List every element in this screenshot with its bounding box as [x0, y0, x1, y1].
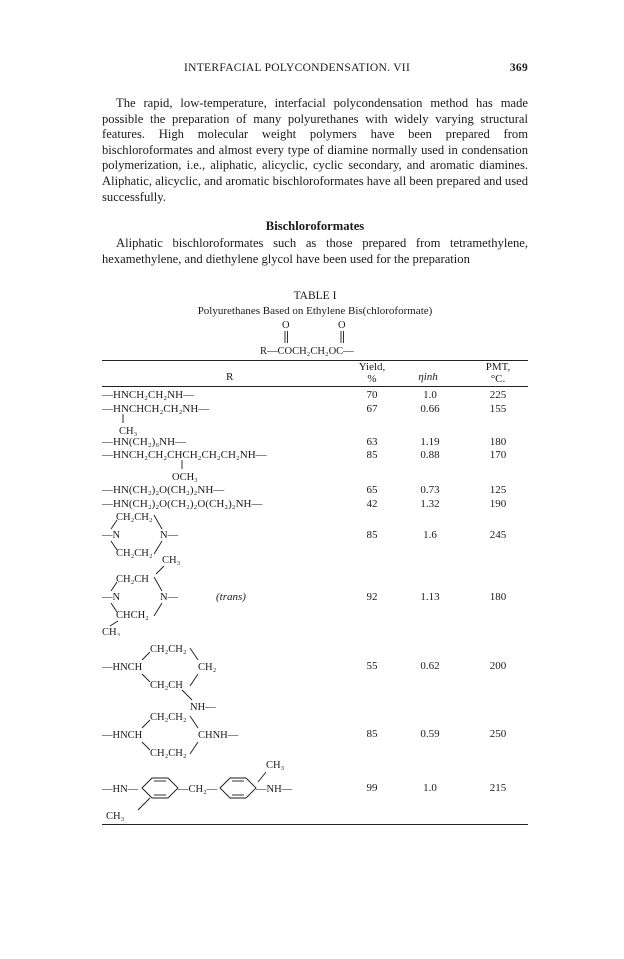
row-5-r: —HN(CH₂)₂O(CH₂)₂NH—: [102, 484, 225, 496]
formula-text: R—COCH₂CH₂OC—: [260, 346, 354, 357]
col-header-pmt: [474, 361, 522, 385]
col-header-pmt-unit: °C.: [490, 373, 506, 385]
row-6-yield: 42: [366, 498, 378, 510]
row-9-structure: [102, 640, 242, 714]
col-header-eta: ηinh: [418, 371, 438, 383]
row-6-eta: 1.32: [420, 498, 440, 510]
row-9-pmt: 200: [489, 660, 507, 672]
row-4-eta: 0.88: [420, 449, 440, 461]
row-7-left: —N: [102, 530, 121, 541]
row-8-right: N—: [160, 592, 179, 603]
paragraph-2: Aliphatic bischloroformates such as those prepared from tetramethylene, hexamethylene, and diethylene glycol have been used for the preparation: [102, 236, 528, 266]
row-11-pmt: 215: [489, 782, 507, 794]
row-2-yield: 67: [366, 403, 378, 415]
row-1-r: —HNCH₂CH₂NH—: [102, 389, 195, 401]
row-9-eta: 0.62: [420, 660, 440, 672]
col-header-pmt-label: PMT,: [485, 361, 511, 373]
formula-oxygen-left: O: [282, 320, 290, 331]
row-8-pmt: 180: [489, 591, 507, 603]
table-label: TABLE I: [293, 290, 337, 302]
row-9-yield: 55: [366, 660, 378, 672]
row-8-eta: 1.13: [420, 591, 440, 603]
row-8-bottom-methyl: CH₃: [102, 627, 121, 636]
row-2-pmt: 155: [489, 403, 507, 415]
table-top-rule: [102, 360, 528, 361]
row-4-sub-label: OCH₃: [172, 472, 198, 482]
row-11-structure: [102, 756, 332, 822]
col-header-r: R: [226, 371, 234, 383]
row-1-yield: 70: [366, 389, 378, 401]
row-10-eta: 0.59: [420, 728, 440, 740]
row-10-pmt: 250: [489, 728, 507, 740]
row-5-eta: 0.73: [420, 484, 440, 496]
row-4-pmt: 170: [489, 449, 507, 461]
row-8-structure: [102, 552, 232, 636]
row-9-right: CH₂: [198, 662, 217, 673]
row-8-bottom: CHCH₂: [116, 610, 149, 621]
table-caption: Polyurethanes Based on Ethylene Bis(chloroformate): [197, 305, 433, 317]
row-10-yield: 85: [366, 728, 378, 740]
table-formula: [240, 318, 360, 360]
col-header-yield-unit: %: [367, 373, 377, 385]
row-2-r: —HNCHCH₂CH₂NH—: [102, 403, 210, 415]
row-4-r: —HNCH₂CH₂CHCH₂CH₂CH₂NH—: [102, 449, 267, 461]
row-2-substituent: [118, 414, 148, 436]
row-8-top: CH₂CH: [116, 574, 149, 585]
row-10-bottom: CH₂CH₂: [150, 748, 187, 759]
row-7-yield: 85: [366, 529, 378, 541]
table-header-rule: [102, 386, 528, 387]
row-11-left: —HN—: [102, 784, 139, 795]
page-number: 369: [509, 62, 528, 74]
row-2-sub-label: CH₃: [119, 426, 138, 436]
row-6-r: —HN(CH₂)₂O(CH₂)₂O(CH₂)₂NH—: [102, 498, 263, 510]
section-heading: Bischloroformates: [265, 219, 365, 233]
row-9-nh: NH—: [190, 702, 216, 713]
row-7-pmt: 245: [489, 529, 507, 541]
row-8-yield: 92: [366, 591, 378, 603]
row-7-eta: 1.6: [423, 529, 437, 541]
row-5-yield: 65: [366, 484, 378, 496]
col-header-yield: [350, 361, 394, 385]
row-8-note: (trans): [216, 591, 246, 603]
table-bottom-rule: [102, 824, 528, 825]
row-1-pmt: 225: [489, 389, 507, 401]
row-10-left: —HNCH: [102, 730, 143, 741]
paragraph-1: The rapid, low-temperature, interfacial polycondensation method has made possible the preparation of many polyurethanes with widely varying structural features. High molecular weight polymers have been prepared from bischloroformates and almost every type of diamine normally used in condensation polymerization, i.e., aliphatic, alicyclic, cyclic secondary, and aromatic diamines. Aliphatic, alicyclic, and aromatic bischloroformates have all been prepared and used successfully.: [102, 96, 528, 204]
row-11-bridge: —CH₂—: [178, 784, 218, 795]
row-11-right: —NH—: [256, 784, 293, 795]
row-10-structure: [102, 708, 252, 762]
row-7-right: N—: [160, 530, 179, 541]
row-8-left: —N: [102, 592, 121, 603]
row-7-top: CH₂CH₂: [116, 512, 153, 523]
row-9-left: —HNCH: [102, 662, 143, 673]
col-header-yield-label: Yield,: [358, 361, 386, 373]
row-3-eta: 1.19: [420, 436, 440, 448]
row-11-eta: 1.0: [423, 782, 437, 794]
row-1-eta: 1.0: [423, 389, 437, 401]
row-4-yield: 85: [366, 449, 378, 461]
row-3-pmt: 180: [489, 436, 507, 448]
row-7-bottom: CH₂CH₂: [116, 548, 153, 559]
row-11-top-methyl: CH₃: [266, 760, 285, 771]
row-9-bottom: CH₂CH: [150, 680, 183, 691]
row-11-yield: 99: [366, 782, 378, 794]
row-11-bottom-methyl: CH₃: [106, 811, 125, 822]
row-10-right: CHNH—: [198, 730, 239, 741]
row-5-pmt: 125: [489, 484, 507, 496]
row-3-r: —HN(CH₂)₆NH—: [102, 436, 187, 448]
row-10-top: CH₂CH₂: [150, 712, 187, 723]
row-2-eta: 0.66: [420, 403, 440, 415]
row-3-yield: 63: [366, 436, 378, 448]
row-8-top-methyl: CH₃: [162, 555, 181, 566]
running-title: INTERFACIAL POLYCONDENSATION. VII: [184, 62, 411, 74]
formula-oxygen-right: O: [338, 320, 346, 331]
row-9-top: CH₂CH₂: [150, 644, 187, 655]
row-6-pmt: 190: [489, 498, 507, 510]
row-4-substituent: [170, 460, 210, 482]
